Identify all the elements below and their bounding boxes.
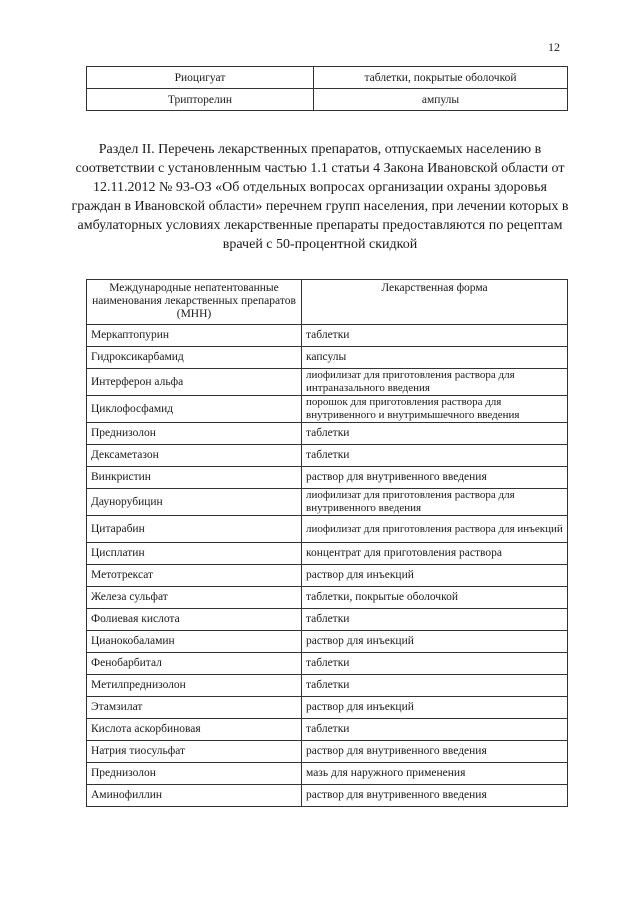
table-row (87, 423, 568, 445)
drug-table (86, 279, 568, 807)
drug-form-cell: порошок для приготовления раствора для внутривенного и внутримышечного введения (302, 396, 568, 423)
drug-name-cell: Этамзилат (87, 697, 302, 719)
drug-form-cell: таблетки (302, 423, 568, 445)
header-form-cell: Лекарственная форма (302, 280, 568, 325)
drug-name-cell: Железа сульфат (87, 587, 302, 609)
page-number: 12 (548, 40, 560, 54)
drug-name-cell: Меркаптопурин (87, 325, 302, 347)
table-header-row (87, 280, 568, 325)
drug-form-cell: ампулы (314, 89, 568, 111)
drug-form-cell: таблетки (302, 675, 568, 697)
table-row (87, 565, 568, 587)
drug-name-cell: Дексаметазон (87, 445, 302, 467)
drug-name-cell: Риоцигуат (87, 67, 314, 89)
table-row (87, 489, 568, 516)
drug-form-cell: раствор для инъекций (302, 697, 568, 719)
drug-name-cell: Цисплатин (87, 543, 302, 565)
drug-name-cell: Метилпреднизолон (87, 675, 302, 697)
table-row (87, 719, 568, 741)
table-row (87, 369, 568, 396)
drug-form-cell: таблетки (302, 445, 568, 467)
drug-name-cell: Гидроксикарбамид (87, 347, 302, 369)
drug-form-cell: капсулы (302, 347, 568, 369)
table-row (87, 445, 568, 467)
drug-name-cell: Фолиевая кислота (87, 609, 302, 631)
table-row (87, 697, 568, 719)
continued-table-body (87, 67, 568, 111)
drug-form-cell: раствор для внутривенного введения (302, 741, 568, 763)
table-row (87, 587, 568, 609)
drug-form-cell: мазь для наружного применения (302, 763, 568, 785)
drug-name-cell: Натрия тиосульфат (87, 741, 302, 763)
section-title: Раздел II. Перечень лекарственных препаратов, отпускаемых населению в соответствии с установленным частью 1.1 статьи 4 Закона Ивановской области от 12.11.2012 № 93-ОЗ «Об отдельных вопросах организации охраны здоровья граждан в Ивановской области» перечнем групп населения, при лечении которых в амбулаторных условиях лекарственные препараты предоставляются по рецептам врачей с 50-процентной скидкой (71, 142, 569, 252)
drug-form-cell: таблетки (302, 719, 568, 741)
table-row (87, 89, 568, 111)
drug-form-cell: раствор для инъекций (302, 631, 568, 653)
drug-name-cell: Даунорубицин (87, 489, 302, 516)
drug-name-cell: Преднизолон (87, 423, 302, 445)
header-inn-cell: Международные непатентованные наименования лекарственных препаратов (МНН) (87, 280, 302, 325)
drug-form-cell: раствор для внутривенного введения (302, 785, 568, 807)
drug-name-cell: Винкристин (87, 467, 302, 489)
table-row (87, 609, 568, 631)
table-row (87, 653, 568, 675)
drug-form-cell: раствор для внутривенного введения (302, 467, 568, 489)
drug-form-cell: раствор для инъекций (302, 565, 568, 587)
drug-name-cell: Цианокобаламин (87, 631, 302, 653)
drug-form-cell: таблетки (302, 609, 568, 631)
drug-form-cell: концентрат для приготовления раствора (302, 543, 568, 565)
drug-name-cell: Метотрексат (87, 565, 302, 587)
table-row (87, 631, 568, 653)
table-row (87, 543, 568, 565)
table-row (87, 467, 568, 489)
drug-name-cell: Циклофосфамид (87, 396, 302, 423)
continued-drug-table (86, 66, 568, 111)
drug-name-cell: Цитарабин (87, 516, 302, 543)
drug-name-cell: Аминофиллин (87, 785, 302, 807)
drug-name-cell: Интерферон альфа (87, 369, 302, 396)
drug-form-cell: таблетки, покрытые оболочкой (314, 67, 568, 89)
drug-name-cell: Преднизолон (87, 763, 302, 785)
drug-form-cell: таблетки (302, 653, 568, 675)
table-row (87, 785, 568, 807)
table-row (87, 396, 568, 423)
drug-form-cell: таблетки, покрытые оболочкой (302, 587, 568, 609)
drug-name-cell: Фенобарбитал (87, 653, 302, 675)
drug-name-cell: Кислота аскорбиновая (87, 719, 302, 741)
drug-form-cell: лиофилизат для приготовления раствора для интраназального введения (302, 369, 568, 396)
table-row (87, 325, 568, 347)
table-row (87, 67, 568, 89)
drug-name-cell: Трипторелин (87, 89, 314, 111)
drug-form-cell: лиофилизат для приготовления раствора для инъекций (302, 516, 568, 543)
table-row (87, 741, 568, 763)
table-row (87, 763, 568, 785)
drug-form-cell: таблетки (302, 325, 568, 347)
drug-form-cell: лиофилизат для приготовления раствора для внутривенного введения (302, 489, 568, 516)
table-row (87, 347, 568, 369)
table-row (87, 516, 568, 543)
drug-table-body (87, 280, 568, 807)
table-row (87, 675, 568, 697)
